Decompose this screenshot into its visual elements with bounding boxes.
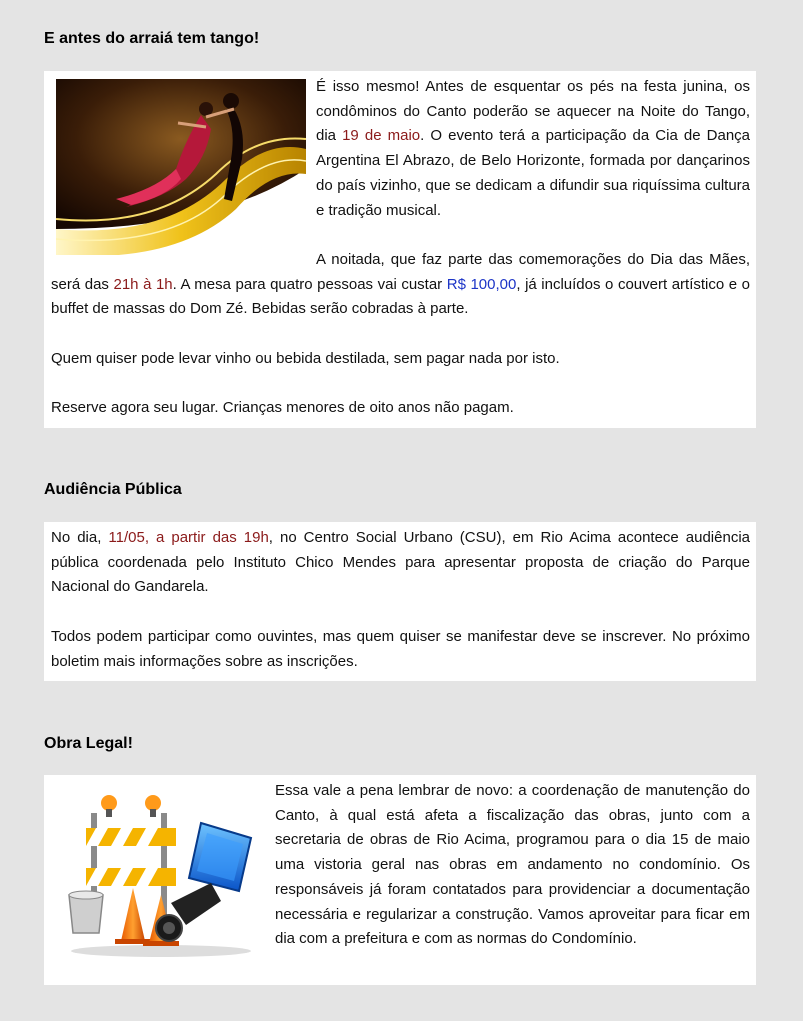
tango-paragraph-1: É isso mesmo! Antes de esquentar os pés na festa junina, os condôminos do Canto poderão se aquecer na Noite do Tango, dia 19 de maio. O evento terá a participação da Cia de Dança Argentina El Abrazo, de Belo Horizonte, formada por dançarinos do país vizinho, que se dedicam a difundir sua riquíssima cultura e tradição musical. xyxy=(316,78,751,219)
construction-tools-image xyxy=(61,783,261,958)
audiencia-paragraph-1: No dia, 11/05, a partir das 19h, no Centro Social Urbano (CSU), em Rio Acima acontece audiência pública coordenada pelo Instituto Chico Mendes para apresentar proposta de criação do Parque Nacional do Gandarela. xyxy=(51,529,751,596)
tango-price: R$ 100,00 xyxy=(446,275,517,293)
tango-paragraph-4: Reserve agora seu lugar. Crianças menores de oito anos não pagam. xyxy=(51,399,514,417)
obra-paragraph-1: Essa vale a pena lembrar de novo: a coordenação de manutenção do Canto, à qual está afeta a fiscalização das obras, junto com a secretaria de obras de Rio Acima, programou para o dia 15 de maio uma vistoria geral nas obras em andamento no condomínio. Os responsáveis já foram contatados para providenciar a documentação necessária e regularizar a construção. Vamos aproveitar para ficar em dia com a prefeitura e com as normas do Condomínio. xyxy=(275,782,750,948)
tango-dancers-image xyxy=(56,79,306,255)
section-title-obra: Obra Legal! xyxy=(44,735,133,752)
tango-paragraph-3: Quem quiser pode levar vinho ou bebida destilada, sem pagar nada por isto. xyxy=(51,349,560,367)
section-title-audiencia: Audiência Pública xyxy=(44,481,182,498)
tango-time: 21h à 1h xyxy=(113,275,173,293)
section-box-tango xyxy=(44,71,756,428)
section-box-audiencia xyxy=(44,522,756,681)
tango-paragraph-2: A noitada, que faz parte das comemorações do Dia das Mães, será das 21h à 1h. A mesa para quatro pessoas vai custar R$ 100,00, já incluídos o couvert artístico e o buffet de massas do Dom Zé. Bebidas serão cobradas à parte. xyxy=(51,250,750,318)
section-title-tango: E antes do arraiá tem tango! xyxy=(44,30,260,47)
audiencia-datetime: 11/05, a partir das 19h xyxy=(108,529,269,546)
tango-date: 19 de maio xyxy=(342,127,421,145)
section-box-obra xyxy=(44,775,756,985)
audiencia-paragraph-2: Todos podem participar como ouvintes, mas quem quiser se manifestar deve se inscrever. No próximo boletim mais informações sobre as inscrições. xyxy=(51,627,750,670)
